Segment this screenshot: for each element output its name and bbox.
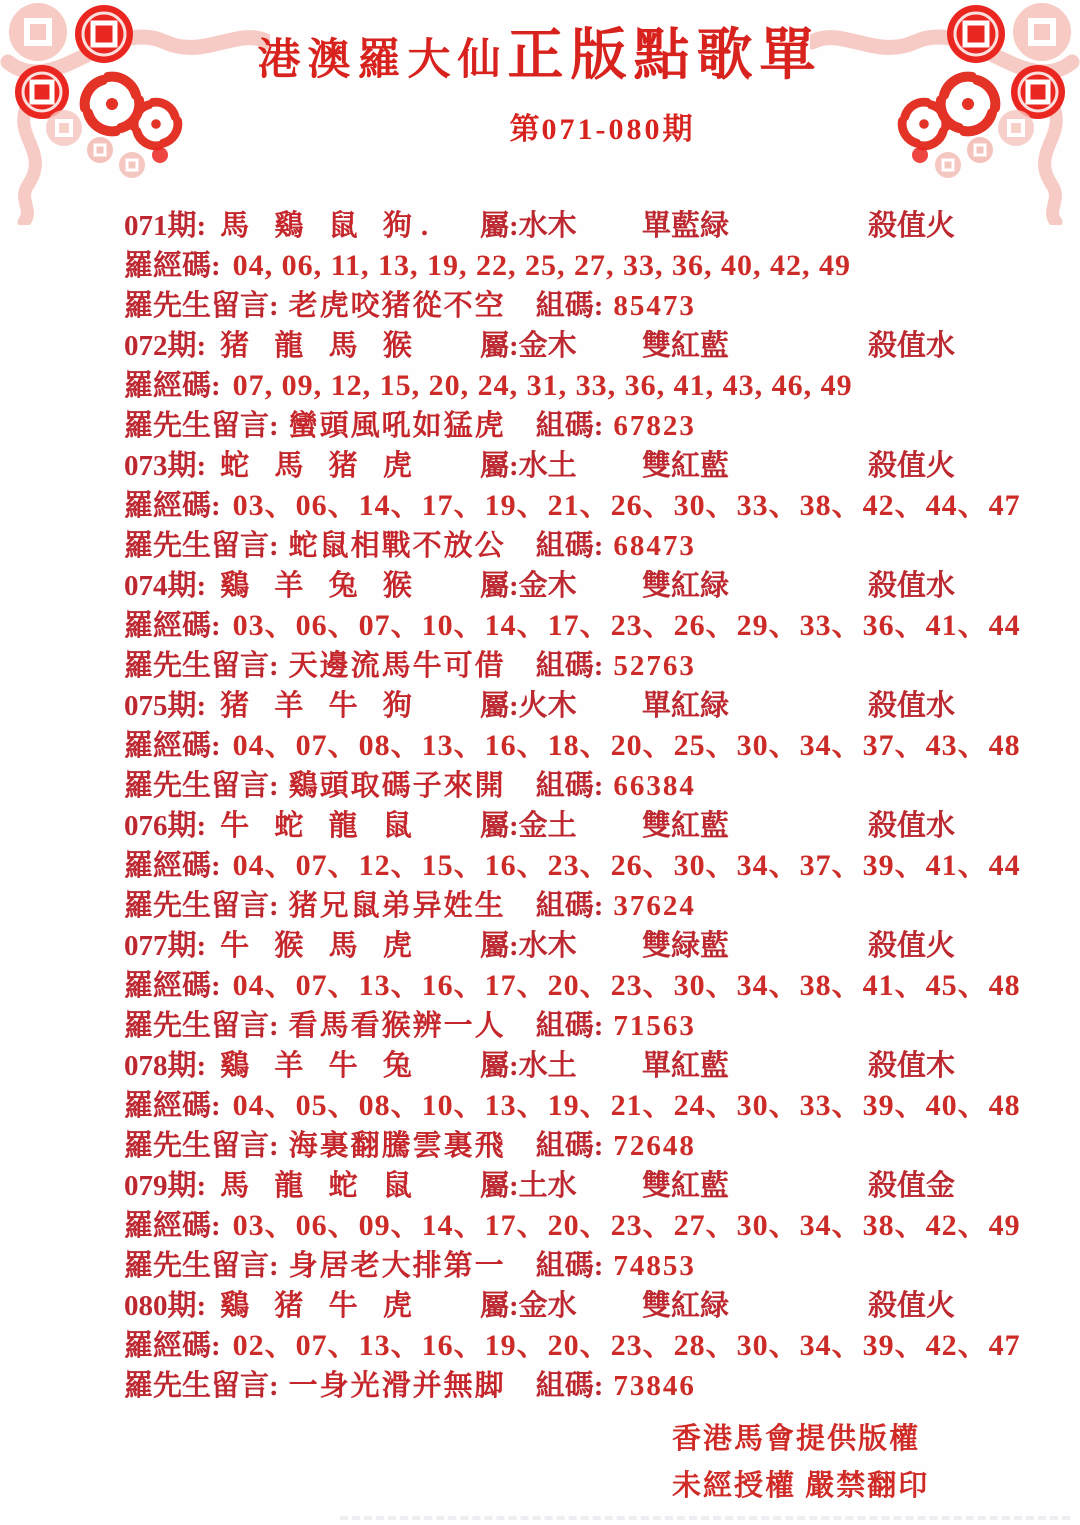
period-kill-value: 殺值水 [868,570,956,602]
group-code-label: 組碼: [535,530,604,562]
period-colors: 雙紅緑 [642,1290,730,1322]
group-code-value: 52763 [613,650,696,682]
period-kill-value: 殺值金 [868,1170,956,1202]
period-label: 075期: [124,690,207,722]
period-entry-077 [124,926,1021,1046]
luo-code-label: 羅經碼: [124,850,221,882]
period-elements: 屬:金木 [480,570,577,602]
group-code-value: 68473 [613,530,696,562]
message-text: 猪兄鼠弟异姓生 [288,890,506,922]
period-label: 078期: [124,1050,207,1082]
group-code-value: 85473 [613,290,696,322]
period-label: 079期: [124,1170,207,1202]
message-label: 羅先生留言: [124,650,279,682]
luo-code-numbers: 04、07、13、16、17、20、23、30、34、38、41、45、48 [232,969,1021,1002]
period-entry-074 [124,566,1021,686]
period-animals: 馬 鷄 鼠 狗. [220,210,438,242]
cut-line [340,1516,1070,1520]
period-label: 077期: [124,930,207,962]
period-elements: 屬:土水 [480,1170,577,1202]
period-kill-value: 殺值火 [868,930,956,962]
period-kill-value: 殺值火 [868,210,956,242]
period-kill-value: 殺值水 [868,810,956,842]
luo-code-label: 羅經碼: [124,610,221,642]
period-label: 072期: [124,330,207,362]
message-text: 鷄頭取碼子來開 [288,770,506,802]
period-kill-value: 殺值木 [868,1050,956,1082]
luo-code-label: 羅經碼: [124,1210,221,1242]
period-colors: 雙紅藍 [642,330,730,362]
message-label: 羅先生留言: [124,1010,279,1042]
luo-code-numbers: 04, 06, 11, 13, 19, 22, 25, 27, 33, 36, 40, 42, 49 [232,249,852,282]
luo-code-numbers: 04、05、08、10、13、19、21、24、30、33、39、40、48 [232,1089,1021,1122]
period-animals: 鷄 羊 牛 兔 [220,1050,421,1082]
luo-code-label: 羅經碼: [124,1090,221,1122]
luo-code-numbers: 04、07、08、13、16、18、20、25、30、34、37、43、48 [232,729,1021,762]
luo-code-label: 羅經碼: [124,490,221,522]
group-code-value: 72648 [613,1130,696,1162]
period-elements: 屬:金木 [480,330,577,362]
message-label: 羅先生留言: [124,1250,279,1282]
period-entry-080 [124,1286,1021,1406]
issue-suffix: 期 [662,113,695,146]
group-code-label: 組碼: [535,770,604,802]
group-code-label: 組碼: [535,650,604,682]
pale-coin-icon [935,152,961,178]
luo-code-numbers: 07, 09, 12, 15, 20, 24, 31, 33, 36, 41, 43, 46, 49 [232,369,853,402]
issue-prefix: 第 [509,113,542,146]
period-label: 076期: [124,810,207,842]
group-code-value: 66384 [613,770,696,802]
period-colors: 雙紅藍 [642,450,730,482]
luo-code-numbers: 03、06、09、14、17、20、23、27、30、34、38、42、49 [232,1209,1021,1242]
luo-code-label: 羅經碼: [124,250,221,282]
copyright-footer [672,1416,1080,1510]
period-label: 071期: [124,210,207,242]
luo-code-label: 羅經碼: [124,730,221,762]
period-kill-value: 殺值水 [868,330,956,362]
period-animals: 猪 龍 馬 猴 [220,330,421,362]
period-colors: 雙紅藍 [642,1170,730,1202]
period-kill-value: 殺值火 [868,1290,956,1322]
period-kill-value: 殺值火 [868,450,956,482]
title-emphasis: 正版點歌單 [507,25,823,87]
period-elements: 屬:金水 [480,1290,577,1322]
message-label: 羅先生留言: [124,290,279,322]
period-entry-078 [124,1046,1021,1166]
luo-code-numbers: 03、06、07、10、14、17、23、26、29、33、36、41、44 [232,609,1021,642]
group-code-value: 74853 [613,1250,696,1282]
message-text: 老虎咬猪從不空 [288,290,506,322]
group-code-value: 67823 [613,410,696,442]
period-animals: 猪 羊 牛 狗 [220,690,421,722]
title-prefix: 港澳羅大仙 [257,37,508,84]
period-colors: 單紅藍 [642,1050,730,1082]
group-code-label: 組碼: [535,410,604,442]
period-entry-076 [124,806,1021,926]
period-colors: 單紅緑 [642,690,730,722]
message-text: 看馬看猴辨一人 [288,1010,506,1042]
message-text: 身居老大排第一 [288,1250,506,1282]
period-animals: 牛 蛇 龍 鼠 [220,810,421,842]
message-text: 蛇鼠相戰不放公 [288,530,506,562]
period-animals: 蛇 馬 猪 虎 [220,450,421,482]
period-animals: 鷄 羊 兔 猴 [220,570,421,602]
group-code-label: 組碼: [535,1250,604,1282]
luo-code-label: 羅經碼: [124,1330,221,1362]
period-kill-value: 殺值水 [868,690,956,722]
group-code-value: 71563 [613,1010,696,1042]
period-label: 074期: [124,570,207,602]
period-entry-075 [124,686,1021,806]
period-entries-list [0,206,1080,1406]
group-code-value: 73846 [613,1370,696,1402]
period-colors: 單藍緑 [642,210,730,242]
group-code-label: 組碼: [535,1130,604,1162]
group-code-value: 37624 [613,890,696,922]
group-code-label: 組碼: [535,1370,604,1402]
message-text: 一身光滑并無脚 [288,1370,506,1402]
period-elements: 屬:水土 [480,1050,577,1082]
group-code-label: 組碼: [535,1010,604,1042]
period-animals: 鷄 猪 牛 虎 [220,1290,421,1322]
sheet-title [0,24,1080,102]
message-label: 羅先生留言: [124,1130,279,1162]
period-label: 073期: [124,450,207,482]
period-label: 080期: [124,1290,207,1322]
luo-code-numbers: 03、06、14、17、19、21、26、30、33、38、42、44、47 [232,489,1021,522]
copyright-line1: 香港馬會提供版權 [672,1423,921,1455]
luo-code-label: 羅經碼: [124,370,221,402]
message-label: 羅先生留言: [124,1370,279,1402]
period-animals: 牛 猴 馬 虎 [220,930,421,962]
period-entry-079 [124,1166,1021,1286]
period-elements: 屬:火木 [480,690,577,722]
message-label: 羅先生留言: [124,770,279,802]
period-colors: 雙紅緑 [642,570,730,602]
group-code-label: 組碼: [535,290,604,322]
period-entry-073 [124,446,1021,566]
period-colors: 雙緑藍 [642,930,730,962]
period-elements: 屬:水木 [480,930,577,962]
luo-code-numbers: 02、07、13、16、19、20、23、28、30、34、39、42、47 [232,1329,1021,1362]
message-label: 羅先生留言: [124,530,279,562]
period-entry-072 [124,326,968,446]
message-label: 羅先生留言: [124,890,279,922]
luo-code-numbers: 04、07、12、15、16、23、26、30、34、37、39、41、44 [232,849,1021,882]
group-code-label: 組碼: [535,890,604,922]
issue-range [62,110,1080,150]
message-text: 蠻頭風吼如猛虎 [288,410,506,442]
period-entry-071 [124,206,968,326]
pale-coin-icon [119,152,145,178]
period-colors: 雙紅藍 [642,810,730,842]
sheet-header [0,0,1080,150]
message-text: 天邊流馬牛可借 [288,650,506,682]
luo-code-label: 羅經碼: [124,970,221,1002]
message-label: 羅先生留言: [124,410,279,442]
period-elements: 屬:水土 [480,450,577,482]
message-text: 海裏翻騰雲裏飛 [288,1130,506,1162]
issue-numbers: 071-080 [541,113,663,146]
period-elements: 屬:金土 [480,810,577,842]
copyright-line2: 未經授權 嚴禁翻印 [672,1470,930,1502]
period-animals: 馬 龍 蛇 鼠 [220,1170,421,1202]
period-elements: 屬:水木 [480,210,577,242]
